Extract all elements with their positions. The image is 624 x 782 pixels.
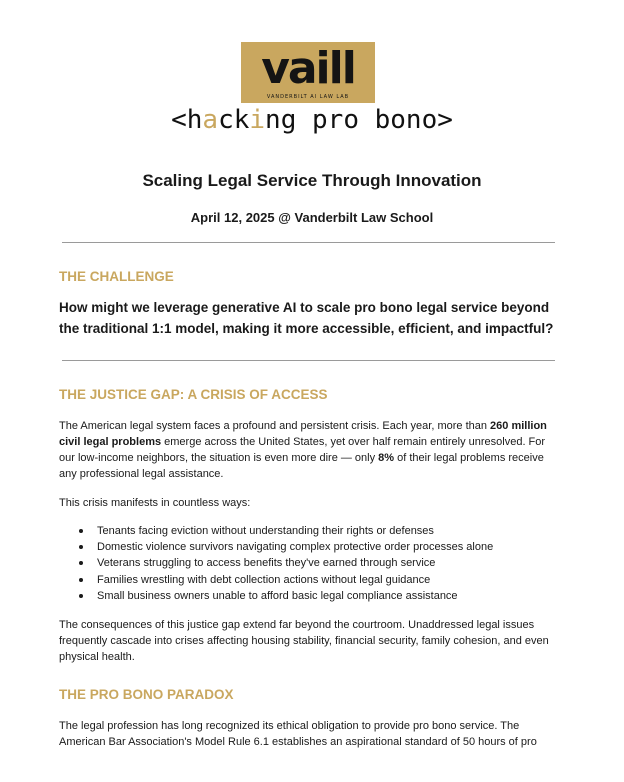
list-item: Veterans struggling to access benefits they've earned through service: [59, 555, 539, 571]
list-item: Tenants facing eviction without understanding their rights or defenses: [59, 523, 539, 539]
justice-gap-paragraph-2: This crisis manifests in countless ways:: [59, 497, 251, 509]
hack-part-2: a: [202, 105, 219, 135]
logo-subtitle: VANDERBILT AI LAW LAB: [266, 94, 350, 100]
list-item: Domestic violence survivors navigating complex protective order processes alone: [59, 539, 539, 555]
challenge-question: How might we leverage generative AI to scale pro bono legal service beyond the traditional 1:1 model, making it more accessible, efficient, and impactful?: [59, 300, 554, 336]
bullet-icon: [79, 594, 83, 598]
hack-part-5: ng pro bono>: [265, 105, 453, 135]
hack-part-3: ck: [218, 105, 250, 135]
justice-gap-heading: THE JUSTICE GAP: A CRISIS OF ACCESS: [59, 387, 328, 402]
hack-part-1: <h: [171, 105, 203, 135]
bullet-icon: [79, 545, 83, 549]
list-item: Small business owners unable to afford basic legal compliance assistance: [59, 588, 539, 604]
divider: [62, 242, 555, 243]
pro-bono-paradox-heading: THE PRO BONO PARADOX: [59, 687, 234, 702]
divider: [62, 360, 555, 361]
event-title: Scaling Legal Service Through Innovation: [142, 171, 482, 190]
vaill-logo: [241, 42, 375, 103]
hack-part-4: i: [249, 105, 266, 135]
bullet-icon: [79, 561, 83, 565]
bullet-icon: [79, 578, 83, 582]
bullet-icon: [79, 529, 83, 533]
justice-gap-paragraph-3: The consequences of this justice gap extend far beyond the courtroom. Unaddressed legal issues frequently cascade into crises affecting housing stability, financial security, family cohesion, and even physical health.: [59, 619, 549, 663]
crisis-list: [59, 523, 539, 604]
event-date: April 12, 2025 @ Vanderbilt Law School: [190, 210, 434, 225]
pro-bono-paradox-paragraph: The legal profession has long recognized its ethical obligation to provide pro bono service. The American Bar Association's Model Rule 6.1 establishes an aspirational standard of 50 hours of pro: [59, 720, 537, 748]
logo-wordmark: vaill: [261, 43, 355, 94]
hacking-pro-bono-title: [0, 104, 624, 136]
challenge-heading: THE CHALLENGE: [59, 269, 174, 284]
justice-gap-paragraph-1: The American legal system faces a profound and persistent crisis. Each year, more than 260 million civil legal problems emerge across the United States, yet over half remain entirely unresolved. For our low-income neighbors, the situation is even more dire — only 8% of their legal problems receive any professional legal assistance.: [59, 420, 547, 480]
list-item: Families wrestling with debt collection actions without legal guidance: [59, 572, 539, 588]
